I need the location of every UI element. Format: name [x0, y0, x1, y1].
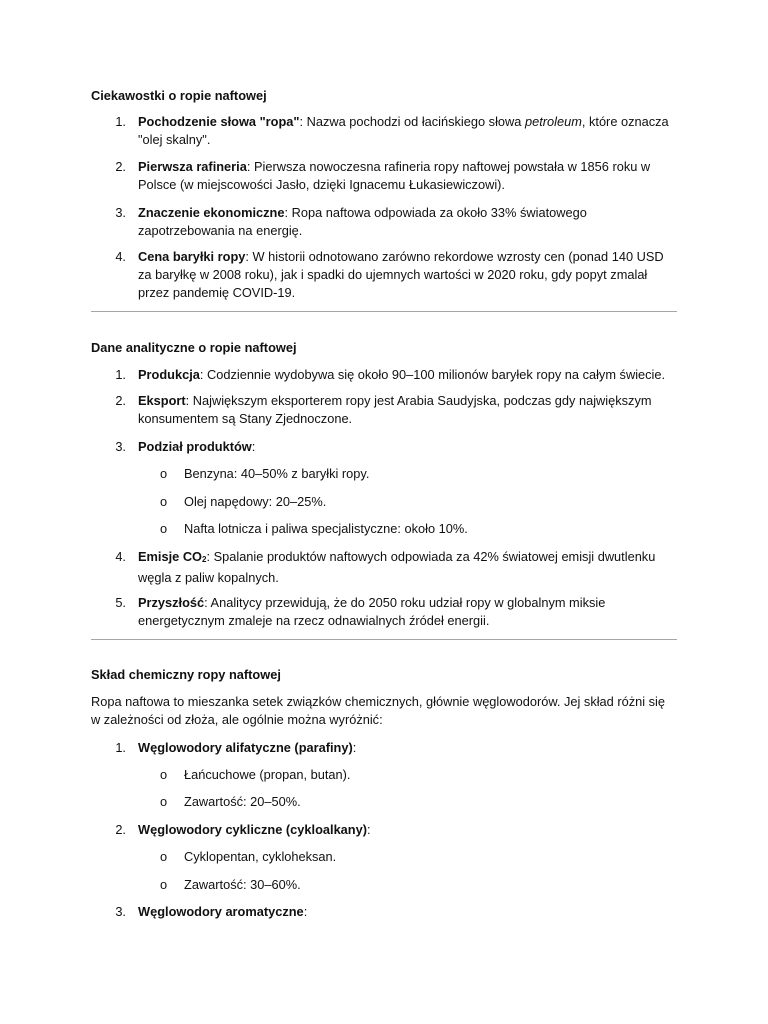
item-text: : Największym eksporterem ropy jest Arabia Saudyjska, podczas gdy największym [185, 393, 652, 408]
sub-list-text: Zawartość: 30–60%. [184, 877, 301, 892]
list-number: 3. [115, 205, 126, 220]
item-text: , które oznacza [581, 114, 669, 129]
item-text: : Pierwsza nowoczesna rafineria ropy naftowej powstała w 1856 roku w [246, 159, 651, 174]
list-item-text [138, 158, 678, 194]
list-item-text [138, 248, 678, 302]
list-item-text [138, 392, 678, 428]
list-number: 5. [115, 595, 126, 610]
bullet-marker: o [160, 521, 168, 536]
item-label: Węglowodory alifatyczne (parafiny) [138, 740, 353, 755]
list-item-text [138, 113, 678, 149]
list-number: 3. [115, 439, 126, 454]
item-text: : W historii odnotowano zarówno rekordowe wzrosty cen (ponad 140 USD [245, 249, 664, 264]
list-item-text [138, 438, 678, 456]
list-number: 2. [115, 393, 126, 408]
list-item-text [138, 204, 678, 240]
subscript: 2 [202, 555, 207, 564]
list-number: 1. [115, 114, 126, 129]
item-text: węgla z paliw kopalnych. [138, 570, 279, 585]
list-item-text [138, 548, 678, 587]
sub-list-text: Zawartość: 20–50%. [184, 794, 301, 809]
item-text: za baryłkę w 2008 roku), jak i spadki do ujemnych wartości w 2020 roku, gdy popyt zmalał [138, 267, 648, 282]
item-label: Pierwsza rafineria [138, 159, 247, 174]
list-number: 1. [115, 367, 126, 382]
sub-list-text: Łańcuchowe (propan, butan). [184, 767, 351, 782]
item-italic: petroleum [524, 114, 582, 129]
list-number: 1. [115, 740, 126, 755]
paragraph-line: w zależności od złoża, ale ogólnie można wyróżnić: [91, 712, 383, 727]
item-text: Polsce (w miejscowości Jasło, dzięki Ignacemu Łukasiewiczowi). [138, 177, 505, 192]
sub-list-text: Cyklopentan, cykloheksan. [184, 849, 337, 864]
horizontal-divider [91, 639, 677, 640]
sub-list-text: Olej napędowy: 20–25%. [184, 494, 327, 509]
horizontal-divider [91, 311, 677, 312]
paragraph-line: Ropa naftowa to mieszanka setek związków chemicznych, głównie węglowodorów. Jej skład różni się [91, 694, 665, 709]
list-item-text [138, 821, 678, 839]
item-text: : Analitycy przewidują, że do 2050 roku udział ropy w globalnym miksie [204, 595, 606, 610]
section-heading-dane-analityczne: Dane analityczne o ropie naftowej [91, 340, 297, 355]
item-label: Węglowodory cykliczne (cykloalkany) [138, 822, 367, 837]
item-label: Węglowodory aromatyczne [138, 904, 304, 919]
sub-list-text: Benzyna: 40–50% z baryłki ropy. [184, 466, 370, 481]
item-label: Znaczenie ekonomiczne [138, 205, 285, 220]
item-text: "olej skalny". [138, 132, 211, 147]
item-text: : [352, 740, 357, 755]
item-text: : Nazwa pochodzi od łacińskiego słowa [299, 114, 525, 129]
list-item-text [138, 366, 678, 384]
list-item-text [138, 594, 678, 630]
list-item-text [138, 903, 678, 921]
item-label: Cena baryłki ropy [138, 249, 246, 264]
section-heading-ciekawostki: Ciekawostki o ropie naftowej [91, 88, 267, 103]
item-label [138, 549, 206, 564]
list-item-text [138, 739, 678, 757]
intro-paragraph [91, 693, 681, 729]
list-number: 4. [115, 249, 126, 264]
sub-list-text: Nafta lotnicza i paliwa specjalistyczne: około 10%. [184, 521, 468, 536]
item-text: : Spalanie produktów naftowych odpowiada za 42% światowej emisji dwutlenku [206, 549, 656, 564]
item-label: Pochodzenie słowa "ropa" [138, 114, 300, 129]
item-text: : [367, 822, 371, 837]
bullet-marker: o [160, 466, 168, 481]
item-label: Podział produktów [138, 439, 252, 454]
item-text: energetycznym zmaleje na rzecz odnawialnych źródeł energii. [138, 613, 490, 628]
bullet-marker: o [160, 849, 168, 864]
bullet-marker: o [160, 767, 168, 782]
list-number: 4. [115, 549, 126, 564]
item-text: : Codziennie wydobywa się około 90–100 milionów baryłek ropy na całym świecie. [199, 367, 666, 382]
item-label: Przyszłość [138, 595, 205, 610]
item-text: : Ropa naftowa odpowiada za około 33% światowego [284, 205, 587, 220]
item-text: : [251, 439, 256, 454]
item-text: : [303, 904, 308, 919]
bullet-marker: o [160, 794, 168, 809]
list-number: 3. [115, 904, 126, 919]
item-label-text: Emisje CO [138, 549, 203, 564]
item-text: zapotrzebowania na energię. [138, 223, 303, 238]
list-number: 2. [115, 159, 126, 174]
item-text: przez pandemię COVID-19. [138, 285, 296, 300]
item-label: Produkcja [138, 367, 200, 382]
list-number: 2. [115, 822, 126, 837]
bullet-marker: o [160, 494, 168, 509]
bullet-marker: o [160, 877, 168, 892]
section-heading-sklad-chemiczny: Skład chemiczny ropy naftowej [91, 667, 281, 682]
item-label: Eksport [138, 393, 186, 408]
item-text: konsumentem są Stany Zjednoczone. [138, 411, 353, 426]
